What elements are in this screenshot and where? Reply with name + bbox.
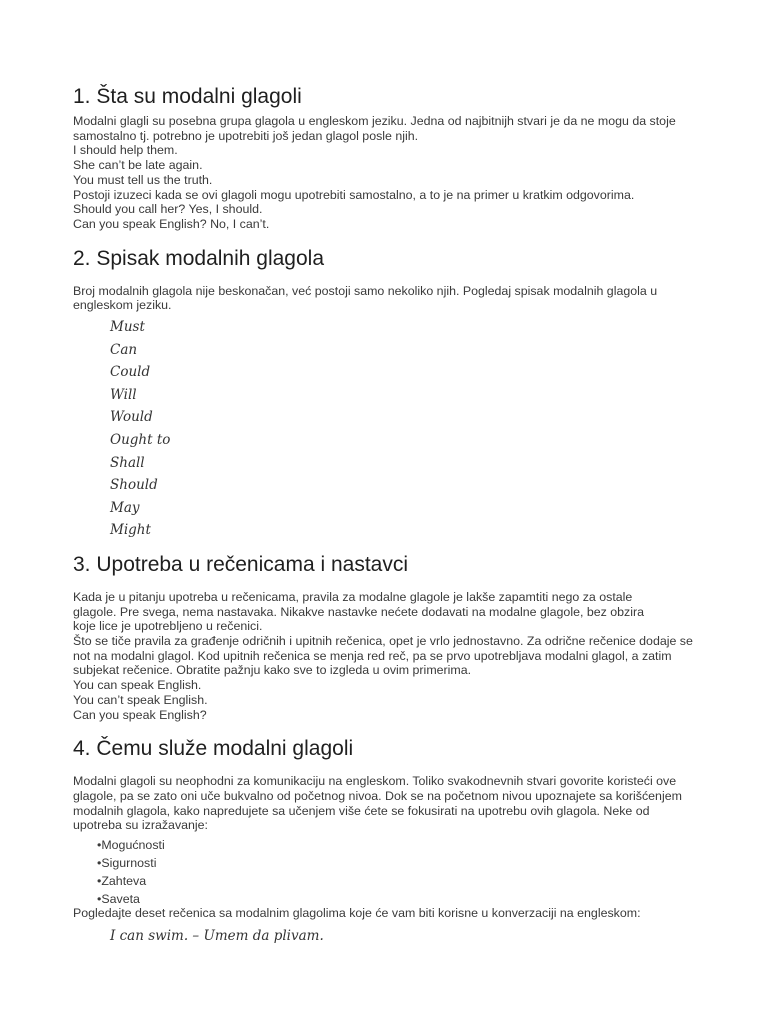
section-4-heading: 4. Čemu služe modalni glagoli xyxy=(73,737,354,761)
section-4-intro: Modalni glagoli su neophodni za komunikaciju na engleskom. Toliko svakodnevnih stvari govorite koristeći ove glagole, pa se zato oni uče bukvalno od početnog nivoa. Dok se na početnom nivou upoznajete sa korišćenjem modalnih glagola, kako napredujete sa učenjem više ćete se fokusirati na upotrebu ovih glagola. Neke od upotreba su izražavanje: xyxy=(73,774,682,833)
section-3-paragraph: Kada je u pitanju upotreba u rečenicama, pravila za modalne glagole je lakše zapamtiti nego za ostale glagole. Pre svega, nema nastavaka. Nikakve nastavke nećete dodavati na modalne glagole, bez obzira koje lice je upotrebljeno u rečenici. xyxy=(73,589,645,634)
section-3-body xyxy=(73,590,703,722)
modal-verb-item: May xyxy=(110,499,140,516)
modal-verb-item: Will xyxy=(110,386,137,403)
section-3-heading: 3. Upotreba u rečenicama i nastavci xyxy=(73,552,409,576)
example-sentence: Can you speak English? No, I can’t. xyxy=(73,216,270,231)
modal-verb-item: Can xyxy=(110,341,138,358)
example-sentence: You can speak English. xyxy=(73,678,202,693)
modal-verb-item: Ought to xyxy=(110,432,171,448)
example-sentence: You can’t speak English. xyxy=(73,692,208,707)
example-sentence: She can’t be late again. xyxy=(73,158,203,173)
document-page xyxy=(73,84,703,947)
usage-bullet-item: • Mogućnosti xyxy=(97,836,703,854)
section-1-paragraph: Modalni glagli su posebna grupa glagola u engleskom jeziku. Jedna od najbitnijh stvari je da ne mogu da stoje samostalno tj. potrebno je upotrebiti još jedan glagol posle njih. xyxy=(73,114,676,143)
modal-verb-item: Might xyxy=(110,522,151,539)
section-1-paragraph: Postoji izuzeci kada se ovi glagoli mogu upotrebiti samostalno, a to je na primer u kratkim odgovorima. xyxy=(73,187,635,202)
modal-verb-item: Could xyxy=(110,364,151,381)
modal-verb-item: Would xyxy=(110,409,153,426)
modal-verb-item: Must xyxy=(110,319,145,336)
modal-verb-item: Shall xyxy=(110,454,145,471)
modal-verb-list xyxy=(73,316,703,542)
usage-bullet-item: • Sigurnosti xyxy=(97,854,703,872)
usage-bullet-item: • Saveta xyxy=(97,890,703,908)
example-sentence: You must tell us the truth. xyxy=(73,172,213,187)
section-1-body xyxy=(73,114,703,232)
section-4-outro: Pogledajte deset rečenica sa modalnim glagolima koje će vam biti korisne u konverzaciji na engleskom: xyxy=(73,906,641,921)
section-3-paragraph: Što se tiče pravila za građenje odričnih i upitnih rečenica, opet je vrlo jednostavno. Za odrične rečenice dodaje se not na modalni glagol. Kod upitnih rečenica se menja red reč, pa se prvo upotrebljava modalni glagol, a zatim subjekat rečenice. Obratite pažnju kako sve to izgleda u ovim primerima. xyxy=(73,634,693,678)
section-1-heading: 1. Šta su modalni glagoli xyxy=(73,85,302,108)
usage-bullet-item: • Zahteva xyxy=(97,872,703,890)
example-sentence: Should you call her? Yes, I should. xyxy=(73,202,263,217)
modal-verb-item: Should xyxy=(110,477,158,494)
example-translation: I can swim. – Umem da plivam. xyxy=(110,927,324,944)
section-2-intro: Broj modalnih glagola nije beskonačan, već postoji samo nekoliko njih. Pogledaj spisak modalnih glagola u engleskom jeziku. xyxy=(73,283,658,313)
example-sentence: I should help them. xyxy=(73,143,178,158)
example-sentence: Can you speak English? xyxy=(73,707,207,722)
usage-bullet-list xyxy=(73,836,703,908)
section-2-heading: 2. Spisak modalnih glagola xyxy=(73,246,324,270)
